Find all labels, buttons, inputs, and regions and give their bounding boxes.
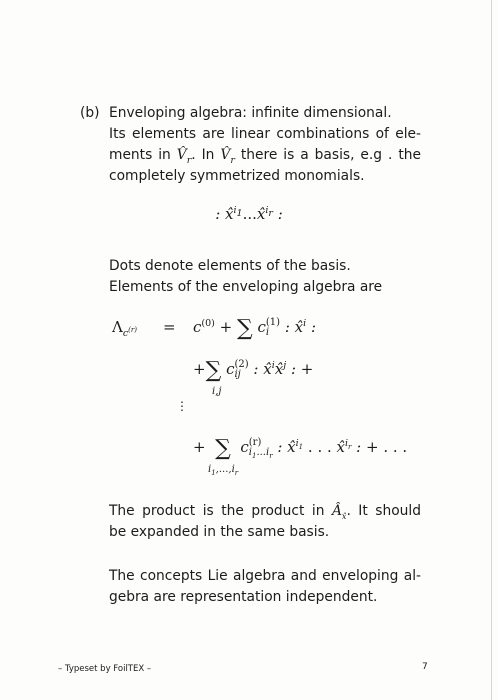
paragraph-concepts-line-2: gebra are representation independent. <box>109 589 378 605</box>
item-line-3: ments in $V̂_r$. In $V̂_r$ there is a basis, e.g . the <box>109 147 421 166</box>
basis-formula: : x̂$^{i_1}$...x̂$^{i_r}$ : <box>215 205 283 223</box>
equation-row-1: $c^{(0)}$ + ∑ c(1) i : x̂$^i$ : <box>193 316 317 341</box>
item-label: (b) <box>80 105 100 121</box>
paragraph-product-line-2: be expanded in the same basis. <box>109 524 330 540</box>
equation-row-4: + ∑ c(r) $i_1...i_r$ : x̂$^{i_1}$ . . . x̂$^{i_r}$ : + . . . <box>193 436 408 461</box>
paragraph-concepts-line-1: The concepts Lie algebra and enveloping al- <box>109 568 421 584</box>
paragraph-basis <box>109 256 421 298</box>
paragraph-basis-line-1: Dots denote elements of the basis. <box>109 258 351 274</box>
equation-row-4-sum-index: $i_1,...,i_r$ <box>208 464 239 477</box>
paragraph-product-line-1: The product is the product in $Â_{x̂}$. It should <box>109 503 421 521</box>
page-number: 7 <box>422 662 428 672</box>
item-line-4: completely symmetrized monomials. <box>109 168 365 184</box>
equation-vdots: ⋮ <box>176 399 188 413</box>
equation-lhs: $\Lambda_{c^{(r)}}$ <box>112 318 137 339</box>
paragraph-basis-line-2: Elements of the enveloping algebra are <box>109 279 383 295</box>
paragraph-product <box>109 501 421 543</box>
paragraph-concepts <box>109 566 421 608</box>
equation-row-2: +∑ c(2) ij : x̂$^i$x̂$^j$ : + <box>193 358 314 383</box>
item-b-body <box>109 103 421 187</box>
equation-row-2-sum-index: i,j <box>212 386 222 397</box>
item-title: Enveloping algebra: infinite dimensional. <box>109 105 392 121</box>
footer-typeset-note: – Typeset by FoilTEX – <box>58 664 152 674</box>
item-line-2: Its elements are linear combinations of ele- <box>109 126 421 142</box>
equation-equals: = <box>163 318 176 336</box>
page-edge <box>491 0 492 700</box>
